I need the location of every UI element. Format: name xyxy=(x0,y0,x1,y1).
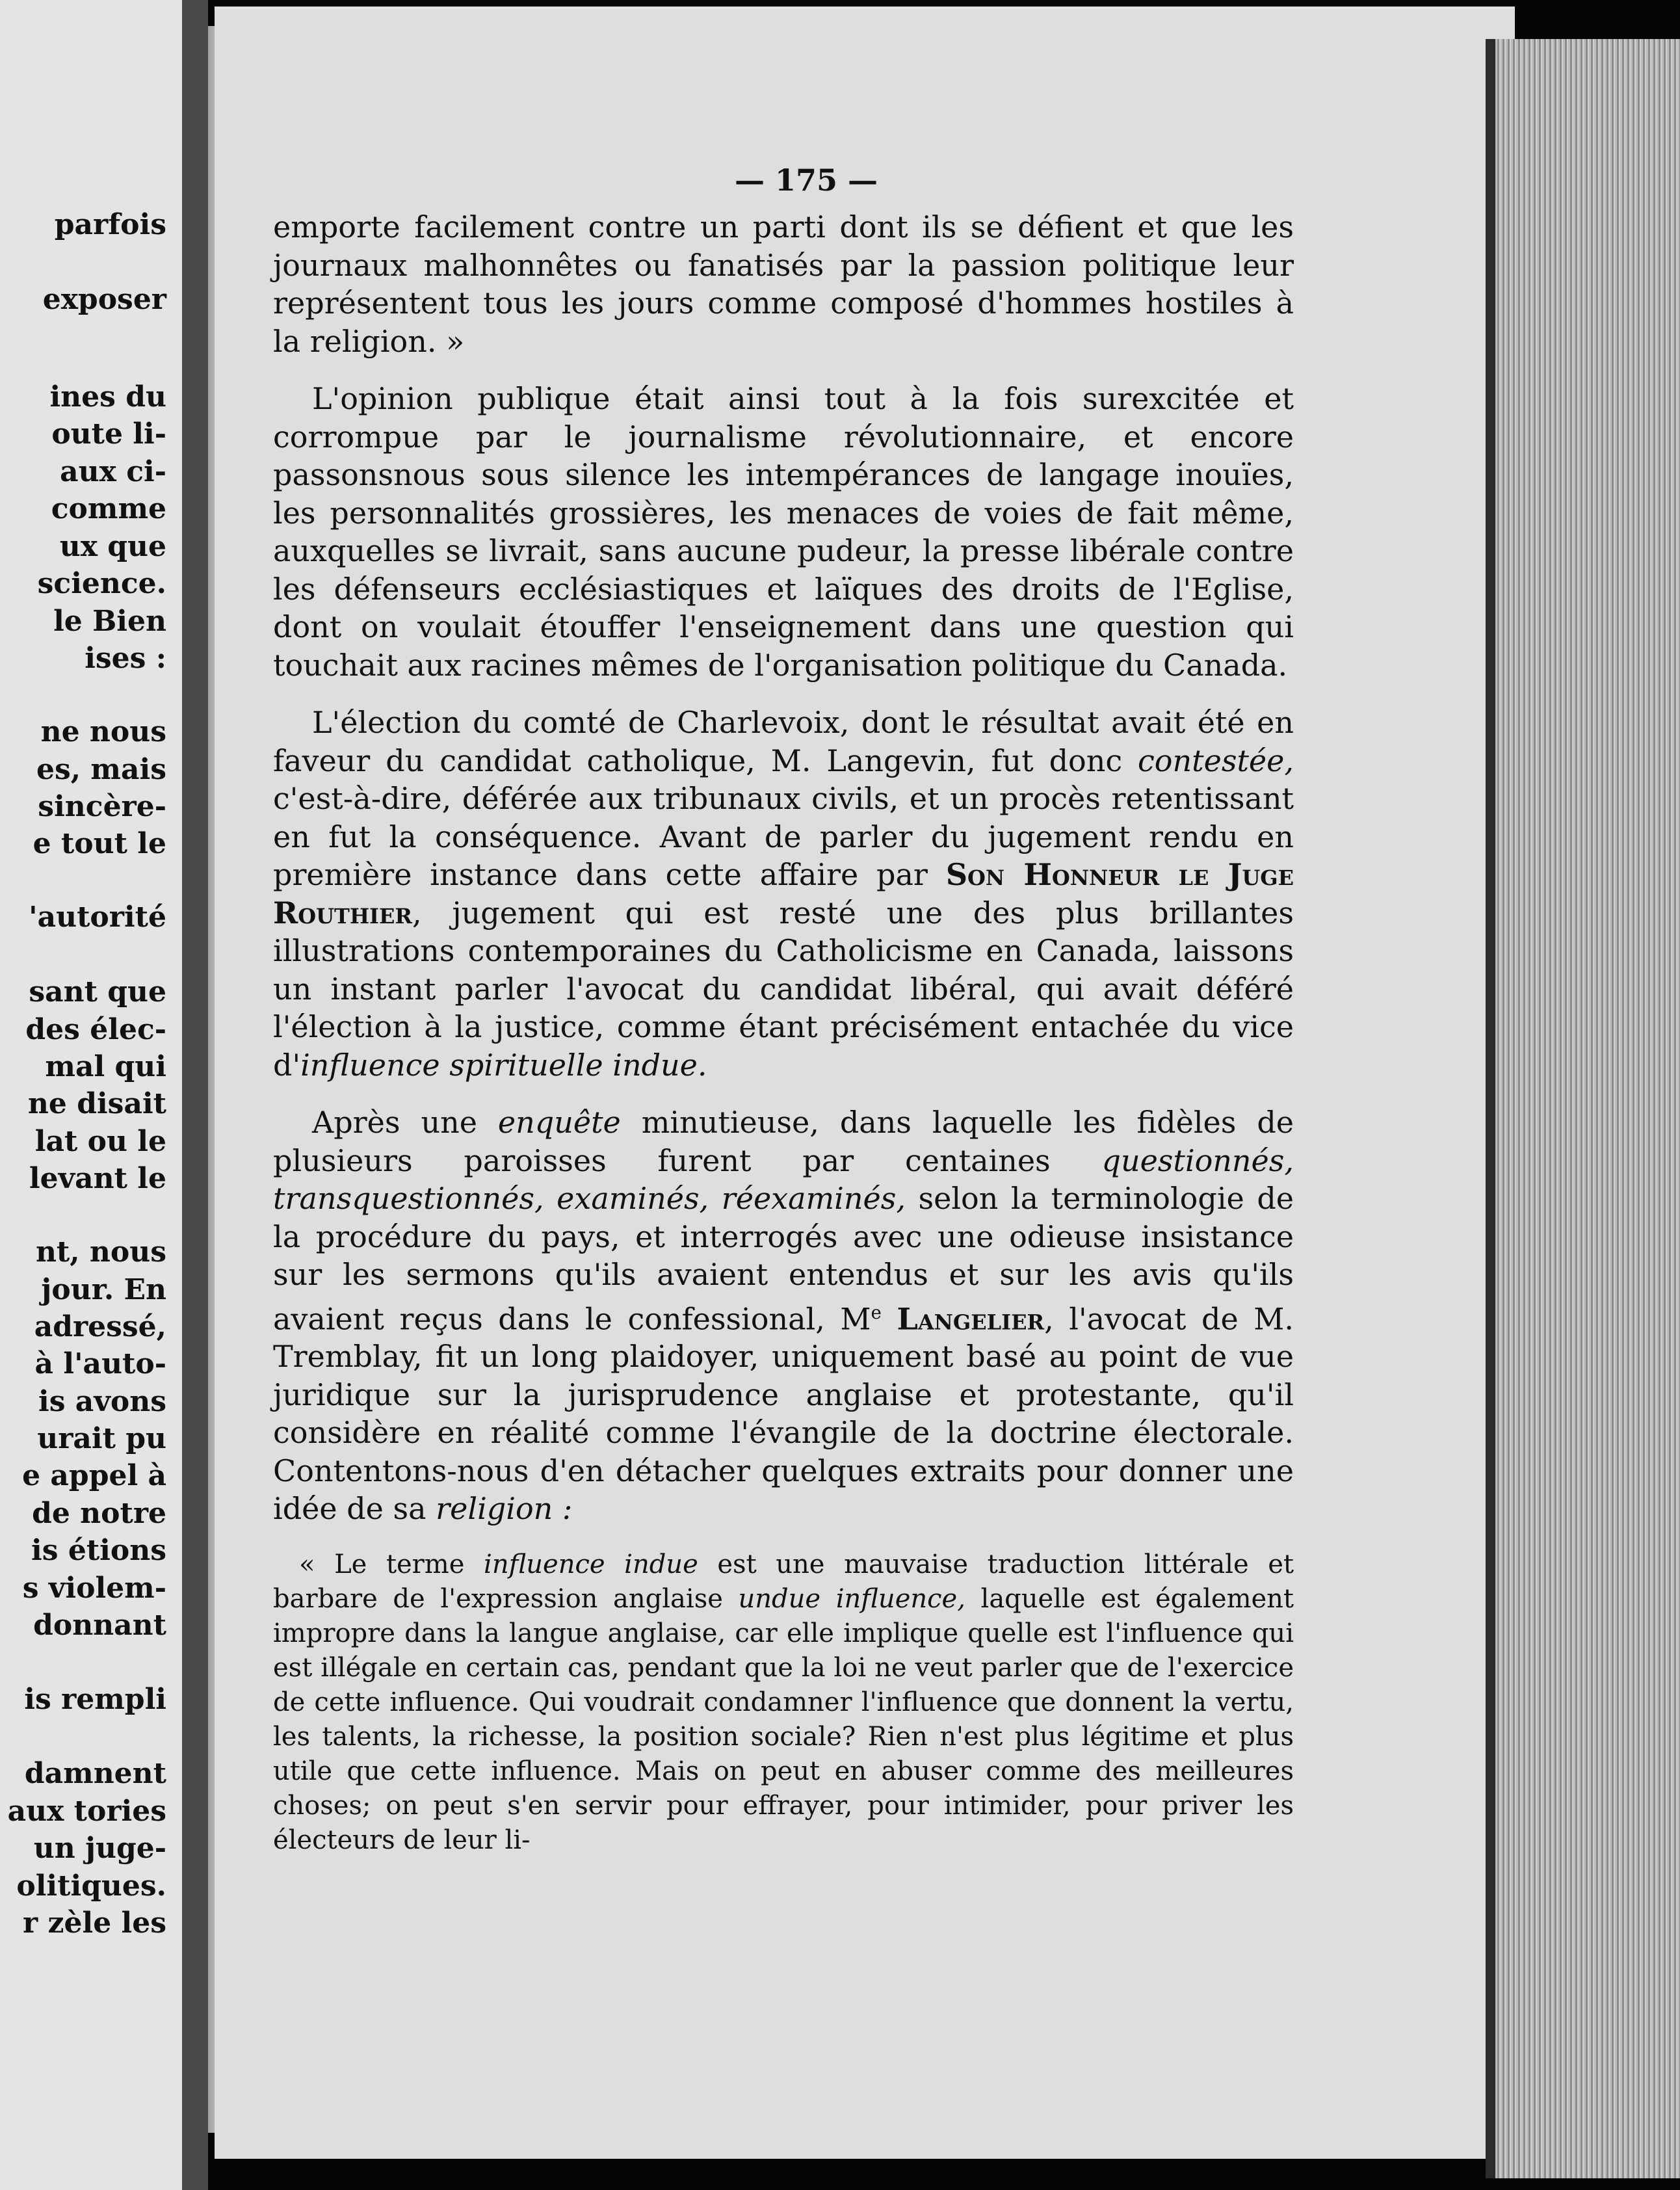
page-number: — 175 — xyxy=(735,163,878,198)
text-segment: « Le terme xyxy=(299,1549,484,1579)
left-page-line: jour. En xyxy=(41,1273,166,1306)
body-text xyxy=(273,208,1294,1858)
left-page-line: ises : xyxy=(85,642,166,675)
left-page-line: is rempli xyxy=(24,1683,166,1716)
left-page-line: des élec- xyxy=(25,1013,166,1046)
text-segment: questionnés, transquestionnés, examinés, réexaminés, xyxy=(273,1142,1294,1216)
left-page-line: ne nous xyxy=(40,715,166,748)
text-segment: influence indue xyxy=(484,1549,698,1579)
left-page-line: damnent xyxy=(24,1757,166,1790)
text-segment: , jugement qui est resté une des plus brillantes illustrations contemporaines du Catholicisme en Canada, laissons un instant parler l'avocat du candidat libéral, qui avait déféré l'élection à la justice, comme étant précisément entachée du vice d' xyxy=(273,895,1294,1083)
left-page-line: olitiques. xyxy=(16,1869,166,1903)
left-page-line: ne disait xyxy=(27,1087,166,1120)
left-page-line: is étions xyxy=(31,1534,166,1567)
left-page-line: adressé, xyxy=(34,1310,166,1343)
left-page-line: lat ou le xyxy=(34,1125,166,1158)
left-page-line: donnant xyxy=(33,1609,166,1642)
paragraph-gap xyxy=(273,1084,1294,1103)
left-page-line: le Bien xyxy=(53,605,166,638)
text-segment: contestée, xyxy=(1138,743,1294,778)
text-segment: Langelier xyxy=(897,1300,1045,1336)
text-segment: laquelle est également impropre dans la langue anglaise, car elle implique quelle est l'influence qui est illégale en certain cas, pendant que la loi ne veut parler que de l'exercice de cette influence. Qui voudrait condamner l'influence que donnent la vertu, les talents, la richesse, la position sociale? Rien n'est plus légitime et plus utile que cette influence. Mais on peut en abuser comme des meilleures choses; on peut s'en servir pour effrayer, pour intimider, pour priver les électeurs de leur li- xyxy=(273,1583,1294,1855)
left-page-line: aux tories xyxy=(7,1795,166,1828)
left-page-line: urait pu xyxy=(37,1422,166,1455)
left-page-line: oute li- xyxy=(51,417,166,451)
left-page-line: es, mais xyxy=(36,753,166,786)
text-segment: selon la terminologie de la procédure du pays, et interrogés avec une odieuse insistance sur les sermons qu'ils avaient entendus et sur les avis qu'ils avaient reçus dans le confessional, M xyxy=(273,1181,1294,1336)
left-page-line: exposer xyxy=(42,283,166,316)
left-page-line: e tout le xyxy=(33,827,166,860)
text-segment: c'est-à-dire, déférée aux tribunaux civils, et un procès retentissant en fut la conséquence. Avant de parler du jugement rendu en première instance dans cette affaire par xyxy=(273,781,1294,892)
left-page-line: is avons xyxy=(38,1385,166,1418)
quoted-passage xyxy=(273,1548,1294,1858)
text-segment: religion : xyxy=(436,1491,573,1527)
text-segment: L'élection du comté de Charlevoix, dont le résultat avait été en faveur du candidat catholique, M. Langevin, fut donc xyxy=(273,705,1294,778)
text-segment: , l'avocat de M. Tremblay, fit un long plaidoyer, uniquement basé au point de vue juridique sur la jurisprudence anglaise et protestante, qu'il considère en réalité comme l'évangile de la doctrine électorale. Contentons-nous d'en détacher quelques extraits pour donner une idée de sa xyxy=(273,1300,1294,1527)
left-page-line: levant le xyxy=(29,1162,166,1195)
paragraph-gap xyxy=(273,684,1294,704)
left-page-line: nt, nous xyxy=(35,1235,166,1269)
text-segment: undue influence, xyxy=(738,1583,965,1614)
left-page-line: sant que xyxy=(29,975,166,1009)
left-facing-page xyxy=(0,0,182,2190)
left-page-line: comme xyxy=(51,492,166,525)
text-segment: enquête xyxy=(497,1105,621,1140)
paragraph: emporte facilement contre un parti dont ils se défient et que les journaux malhonnêtes ou fanatisés par la passion politique leur représentent tous les jours comme composé d'hommes hostiles à la religion. » xyxy=(273,209,1294,359)
book-gutter xyxy=(182,0,208,2190)
left-page-line: sincère- xyxy=(38,790,166,823)
text-segment: e xyxy=(871,1301,882,1323)
left-page-line: parfois xyxy=(54,208,166,241)
left-page-line: 'autorité xyxy=(29,901,166,934)
text-segment: Son Honneur le Juge Routhier xyxy=(273,857,1294,930)
left-page-line: un juge- xyxy=(33,1832,166,1865)
left-page-line: s violem- xyxy=(22,1572,166,1605)
text-segment: minutieuse, dans laquelle les fidèles de plusieurs paroisses furent par centaines xyxy=(273,1105,1294,1178)
left-page-line: mal qui xyxy=(45,1050,166,1083)
left-page-line: ines du xyxy=(49,380,166,414)
left-page-line: aux ci- xyxy=(60,455,166,488)
paragraph-gap xyxy=(273,360,1294,380)
paragraph-gap xyxy=(273,1528,1294,1548)
paragraph xyxy=(273,704,1294,1084)
left-page-line: r zèle les xyxy=(23,1906,166,1940)
left-page-line: e appel à xyxy=(22,1459,166,1492)
left-page-line: à l'auto- xyxy=(34,1347,166,1380)
text-segment: Après une xyxy=(312,1105,498,1140)
left-page-line: ux que xyxy=(59,530,166,563)
text-segment xyxy=(882,1301,897,1336)
text-segment: influence spirituelle indue. xyxy=(300,1047,707,1083)
paragraph xyxy=(273,1103,1294,1528)
book-page-edges xyxy=(1495,39,1680,2178)
left-page-line: science. xyxy=(37,567,166,600)
paragraph: L'opinion publique était ainsi tout à la fois surexcitée et corrompue par le journalisme révolutionnaire, et encore passonsnous sous silence les intempérances de langage inouïes, les personnalités grossières, les menaces de voies de fait même, auxquelles se livrait, sans aucune pudeur, la presse libérale contre les défenseurs ecclésiastiques et laïques des droits de l'Eglise, dont on voulait étouffer l'enseignement dans une question qui touchait aux racines mêmes de l'organisation politique du Canada. xyxy=(273,381,1294,683)
text-segment: est une mauvaise traduction littérale et barbare de l'expression anglaise xyxy=(273,1549,1294,1614)
left-page-line: de notre xyxy=(32,1497,166,1530)
